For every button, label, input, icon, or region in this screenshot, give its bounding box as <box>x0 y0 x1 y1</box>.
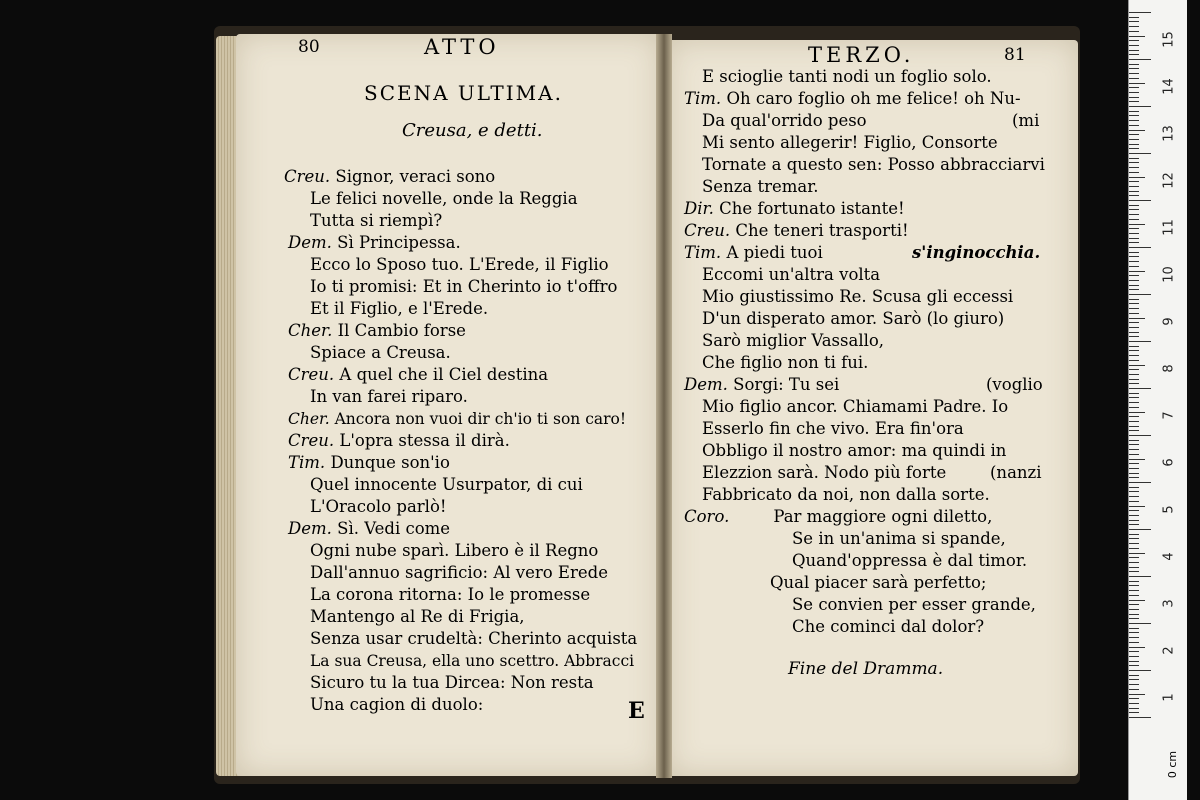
text-line <box>288 452 450 474</box>
ruler-tick <box>1129 308 1139 309</box>
ruler-tick <box>1129 454 1139 455</box>
ruler-tick <box>1129 106 1151 107</box>
text-line: L'Oracolo parlò! <box>310 497 447 516</box>
ruler-tick <box>1129 195 1139 196</box>
text-line: Esserlo fin che vivo. Era fin'ora <box>702 419 964 438</box>
line-text: Sì. Vedi come <box>337 519 451 538</box>
ruler-tick <box>1129 31 1139 32</box>
text-line: Mio figlio ancor. Chiamami Padre. Io <box>702 397 1009 416</box>
text-line: Mantengo al Re di Frigia, <box>310 607 525 626</box>
ruler-tick <box>1129 576 1151 577</box>
ruler-tick <box>1129 430 1139 431</box>
text-line: Se in un'anima si spande, <box>792 529 1006 548</box>
ruler-tick <box>1129 665 1139 666</box>
ruler-tick <box>1129 148 1139 149</box>
speaker: Creu. <box>288 365 335 384</box>
ruler-tick <box>1129 534 1139 535</box>
ruler-tick <box>1129 153 1151 154</box>
ruler-tick <box>1129 675 1139 676</box>
ruler-tick <box>1129 459 1145 460</box>
ruler-tick <box>1129 656 1139 657</box>
ruler-tick <box>1129 444 1139 445</box>
ruler-tick <box>1129 92 1139 93</box>
text-line <box>684 242 823 264</box>
ruler-tick <box>1129 280 1139 281</box>
ruler-tick <box>1129 595 1139 596</box>
text-line: Mio giustissimo Re. Scusa gli eccessi <box>702 287 1014 306</box>
ruler-tick <box>1129 609 1139 610</box>
text-line: E scioglie tanti nodi un foglio solo. <box>702 67 992 86</box>
ruler-tick <box>1129 233 1139 234</box>
ruler-number: 10 <box>1161 266 1177 283</box>
book-gutter <box>656 34 672 778</box>
ruler-tick <box>1129 17 1139 18</box>
text-line <box>684 220 909 242</box>
text-line: Una cagion di duolo: <box>310 695 484 714</box>
ruler-tick <box>1129 247 1151 248</box>
text-line: Senza tremar. <box>702 177 819 196</box>
text-line: Se convien per esser grande, <box>792 595 1036 614</box>
ruler-tick <box>1129 139 1139 140</box>
ruler-tick <box>1129 318 1145 319</box>
text-line: Sicuro tu la tua Dircea: Non resta <box>310 673 594 692</box>
text-line <box>288 364 548 386</box>
ruler-tick <box>1129 54 1139 55</box>
text-line: Spiace a Creusa. <box>310 343 451 362</box>
ruler-number: 8 <box>1161 364 1177 373</box>
ruler-tick <box>1129 181 1139 182</box>
ruler-tick <box>1129 87 1139 88</box>
ruler-tick <box>1129 520 1139 521</box>
ruler-tick <box>1129 553 1145 554</box>
ruler-tick <box>1129 172 1139 173</box>
ruler-tick <box>1129 144 1139 145</box>
ruler-tick <box>1129 581 1139 582</box>
ruler-number: 11 <box>1161 219 1177 236</box>
ruler-tick <box>1129 209 1139 210</box>
text-line <box>288 430 510 452</box>
ruler-tick <box>1129 623 1151 624</box>
ruler-tick <box>1129 642 1139 643</box>
ruler-tick <box>1129 689 1139 690</box>
speaker: Dem. <box>684 375 728 394</box>
ruler-number: 9 <box>1161 317 1177 326</box>
text-line: Che cominci dal dolor? <box>792 617 985 636</box>
ruler-tick <box>1129 125 1139 126</box>
ruler-number: 14 <box>1161 78 1177 95</box>
ruler-tick <box>1129 515 1139 516</box>
text-line: Ogni nube sparì. Libero è il Regno <box>310 541 599 560</box>
ruler-tick <box>1129 496 1139 497</box>
ruler-tick <box>1129 242 1139 243</box>
ruler-tick <box>1129 214 1139 215</box>
text-line: D'un disperato amor. Sarò (lo giuro) <box>702 309 1005 328</box>
ruler-tick <box>1129 374 1139 375</box>
line-text: A quel che il Ciel destina <box>339 365 549 384</box>
signature-mark: E <box>628 698 645 724</box>
ruler-tick <box>1129 275 1139 276</box>
speaker: Tim. <box>684 89 722 108</box>
ruler-tick <box>1129 45 1139 46</box>
speaker: Tim. <box>684 243 722 262</box>
ruler-tick <box>1129 219 1139 220</box>
ruler-tick <box>1129 228 1139 229</box>
ruler-tick <box>1129 524 1139 525</box>
ruler-tick <box>1129 355 1139 356</box>
ruler-tick <box>1129 313 1139 314</box>
speaker: Dem. <box>288 233 332 252</box>
ruler-tick <box>1129 303 1139 304</box>
ruler-tick <box>1129 379 1139 380</box>
ruler-tick <box>1129 68 1139 69</box>
ruler-tick <box>1129 562 1139 563</box>
text-line: Mi sento allegerir! Figlio, Consorte <box>702 133 998 152</box>
ruler-tick <box>1129 449 1139 450</box>
ruler-unit: 0 cm <box>1166 750 1180 779</box>
ruler-tick <box>1129 393 1139 394</box>
ruler-tick <box>1129 684 1139 685</box>
ruler-tick <box>1129 205 1139 206</box>
ruler-tick <box>1129 661 1139 662</box>
text-line: Tutta si riempì? <box>310 211 443 230</box>
line-text: Signor, veraci sono <box>335 167 496 186</box>
ruler-tick <box>1129 435 1151 436</box>
line-text: Che teneri trasporti! <box>735 221 909 240</box>
ruler-tick <box>1129 59 1151 60</box>
text-line: Quand'oppressa è dal timor. <box>792 551 1028 570</box>
ruler-tick <box>1129 388 1151 389</box>
ruler-number: 1 <box>1161 693 1177 702</box>
ruler-tick <box>1129 238 1139 239</box>
speaker: Creu. <box>684 221 731 240</box>
ruler-tick <box>1129 73 1139 74</box>
text-line <box>684 198 905 220</box>
ruler-tick <box>1129 670 1151 671</box>
ruler-tick <box>1129 336 1139 337</box>
text-line <box>684 506 992 528</box>
ruler-tick <box>1129 543 1139 544</box>
ruler-tick <box>1129 557 1139 558</box>
ruler-tick <box>1129 463 1139 464</box>
text-line <box>288 408 626 430</box>
ruler-number: 13 <box>1161 125 1177 142</box>
speaker: Dir. <box>684 199 714 218</box>
text-line: Quel innocente Usurpator, di cui <box>310 475 583 494</box>
text-line <box>288 232 461 254</box>
ruler-tick <box>1129 50 1139 51</box>
text-line: Eccomi un'altra volta <box>702 265 881 284</box>
speaker: Cher. <box>288 321 333 340</box>
text-line: Dall'annuo sagrificio: Al vero Erede <box>310 563 608 582</box>
ruler-tick <box>1129 191 1139 192</box>
ruler-tick <box>1129 346 1139 347</box>
ruler-tick <box>1129 501 1139 502</box>
ruler-tick <box>1129 712 1139 713</box>
ruler-tick <box>1129 637 1139 638</box>
ruler-tick <box>1129 369 1139 370</box>
page-number-right: 81 <box>1004 45 1026 65</box>
ruler-tick <box>1129 407 1139 408</box>
ruler-tick <box>1129 468 1139 469</box>
ruler-tick <box>1129 261 1139 262</box>
ruler-tick <box>1129 402 1139 403</box>
ruler-tick <box>1129 440 1139 441</box>
ruler-tick <box>1129 651 1139 652</box>
text-line: Sarò miglior Vassallo, <box>702 331 885 350</box>
ruler-tick <box>1129 365 1145 366</box>
ruler-tick <box>1129 487 1139 488</box>
ruler-tick <box>1129 327 1139 328</box>
ruler-tick <box>1129 703 1139 704</box>
turnover-text: (mi <box>1012 111 1040 130</box>
ruler-tick <box>1129 538 1139 539</box>
ruler-tick <box>1129 506 1145 507</box>
speaker: Creu. <box>284 167 331 186</box>
ruler-tick <box>1129 252 1139 253</box>
ruler-tick <box>1129 97 1139 98</box>
text-line: La sua Creusa, ella uno scettro. Abbracci <box>310 652 635 670</box>
ruler-number: 12 <box>1161 172 1177 189</box>
ruler-tick <box>1129 567 1139 568</box>
ruler-tick <box>1129 158 1139 159</box>
speaker: Dem. <box>288 519 332 538</box>
ruler-tick <box>1129 600 1145 601</box>
ruler-tick <box>1129 548 1139 549</box>
running-head-left: ATTO <box>424 35 500 59</box>
ruler-number: 3 <box>1161 599 1177 608</box>
text-line: Qual piacer sarà perfetto; <box>770 573 987 592</box>
ruler-tick <box>1129 40 1139 41</box>
line-text: L'opra stessa il dirà. <box>339 431 510 450</box>
line-text: Che fortunato istante! <box>719 199 905 218</box>
line-text: Ancora non vuoi dir ch'io ti son caro! <box>334 410 627 428</box>
ruler-tick <box>1129 78 1139 79</box>
text-line <box>284 166 495 188</box>
ruler-tick <box>1129 421 1139 422</box>
ruler-tick <box>1129 332 1139 333</box>
scene-title: SCENA ULTIMA. <box>364 81 563 105</box>
ruler-tick <box>1129 289 1139 290</box>
ruler-tick <box>1129 294 1151 295</box>
ruler-tick <box>1129 120 1139 121</box>
ruler-tick <box>1129 64 1139 65</box>
ruler-tick <box>1129 708 1139 709</box>
text-line: Da qual'orrido peso <box>702 111 867 130</box>
ruler-tick <box>1129 694 1145 695</box>
ruler-tick <box>1129 162 1139 163</box>
ruler-tick <box>1129 397 1139 398</box>
speaker: Cher. <box>288 410 330 428</box>
ruler-tick <box>1129 177 1145 178</box>
text-line <box>288 518 450 540</box>
ruler-tick <box>1129 571 1139 572</box>
line-text: A piedi tuoi <box>726 243 823 262</box>
ruler-tick <box>1129 628 1139 629</box>
ruler-tick <box>1129 134 1139 135</box>
turnover-text: (voglio <box>986 375 1043 394</box>
text-line: Elezzion sarà. Nodo più forte <box>702 463 947 482</box>
text-line <box>288 320 466 342</box>
text-line: Che figlio non ti fui. <box>702 353 869 372</box>
stage-aside: s'inginocchia. <box>912 243 1041 262</box>
ruler-tick <box>1129 383 1139 384</box>
ruler-tick <box>1129 482 1151 483</box>
text-line: In van farei riparo. <box>310 387 468 406</box>
ruler-tick <box>1129 604 1139 605</box>
ruler-tick <box>1129 717 1151 718</box>
speaker: Coro. <box>684 507 730 526</box>
page-number-left: 80 <box>298 37 320 57</box>
ruler-tick <box>1129 491 1139 492</box>
ruler-tick <box>1129 256 1139 257</box>
ruler-tick <box>1129 647 1145 648</box>
ruler-tick <box>1129 632 1139 633</box>
ruler-tick <box>1129 167 1139 168</box>
ruler-tick <box>1129 529 1151 530</box>
ruler-tick <box>1129 266 1139 267</box>
ruler-tick <box>1129 21 1139 22</box>
ruler-tick <box>1129 510 1139 511</box>
speaker: Tim. <box>288 453 326 472</box>
ruler-tick <box>1129 341 1151 342</box>
ruler-tick <box>1129 698 1139 699</box>
line-text: Oh caro foglio oh me felice! oh Nu- <box>726 89 1021 108</box>
ruler-tick <box>1129 285 1139 286</box>
stage-direction: Creusa, e detti. <box>402 120 543 141</box>
ruler-tick <box>1129 186 1139 187</box>
ruler-tick <box>1129 83 1145 84</box>
speaker: Creu. <box>288 431 335 450</box>
ruler-tick <box>1129 299 1139 300</box>
ruler-tick <box>1129 360 1139 361</box>
ruler-tick <box>1129 473 1139 474</box>
ending-text: Fine del Dramma. <box>788 659 944 679</box>
running-head-right: TERZO. <box>808 43 915 67</box>
ruler-tick <box>1129 585 1139 586</box>
measurement-ruler <box>1128 0 1187 800</box>
text-line: Le felici novelle, onde la Reggia <box>310 189 578 208</box>
ruler-number: 7 <box>1161 411 1177 420</box>
text-line: Fabbricato da noi, non dalla sorte. <box>702 485 990 504</box>
ruler-number: 6 <box>1161 458 1177 467</box>
line-text: Sorgi: Tu sei <box>733 375 840 394</box>
line-text: Dunque son'io <box>330 453 450 472</box>
text-line: Tornate a questo sen: Posso abbracciarvi <box>702 155 1045 174</box>
ruler-tick <box>1129 224 1145 225</box>
ruler-tick <box>1129 679 1139 680</box>
ruler-tick <box>1129 416 1139 417</box>
text-line: La corona ritorna: Io le promesse <box>310 585 591 604</box>
ruler-tick <box>1129 350 1139 351</box>
ruler-tick <box>1129 271 1145 272</box>
ruler-number: 2 <box>1161 646 1177 655</box>
ruler-tick <box>1129 618 1139 619</box>
ruler-tick <box>1129 412 1145 413</box>
ruler-number: 15 <box>1161 31 1177 48</box>
ruler-tick <box>1129 590 1139 591</box>
text-line: Obbligo il nostro amor: ma quindi in <box>702 441 1007 460</box>
ruler-tick <box>1129 322 1139 323</box>
ruler-number: 4 <box>1161 552 1177 561</box>
ruler-tick <box>1129 130 1145 131</box>
text-line <box>684 88 1021 110</box>
ruler-tick <box>1129 101 1139 102</box>
line-text: Il Cambio forse <box>337 321 466 340</box>
text-line: Senza usar crudeltà: Cherinto acquista <box>310 629 638 648</box>
ruler-tick <box>1129 36 1145 37</box>
line-text: Sì Principessa. <box>337 233 461 252</box>
text-line: Et il Figlio, e l'Erede. <box>310 299 489 318</box>
ruler-tick <box>1129 426 1139 427</box>
line-text: Par maggiore ogni diletto, <box>773 507 993 526</box>
ruler-number: 5 <box>1161 505 1177 514</box>
ruler-tick <box>1129 115 1139 116</box>
ruler-tick <box>1129 200 1151 201</box>
ruler-tick <box>1129 477 1139 478</box>
text-line: Io ti promisi: Et in Cherinto io t'offro <box>310 277 618 296</box>
ruler-tick <box>1129 614 1139 615</box>
text-line <box>684 374 839 396</box>
text-line: Ecco lo Sposo tuo. L'Erede, il Figlio <box>310 255 609 274</box>
turnover-text: (nanzi <box>990 463 1042 482</box>
ruler-tick <box>1129 12 1151 13</box>
ruler-tick <box>1129 111 1139 112</box>
ruler-tick <box>1129 26 1139 27</box>
